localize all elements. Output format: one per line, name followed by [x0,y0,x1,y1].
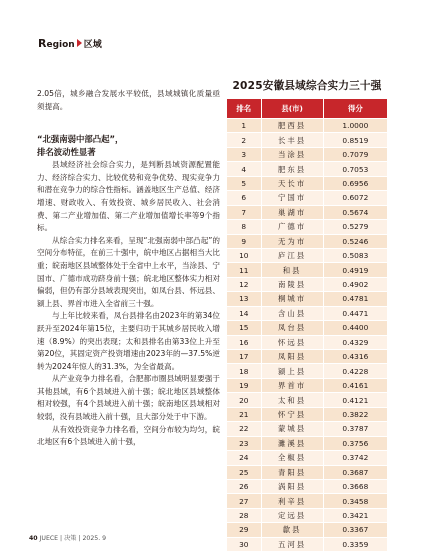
table-row [227,508,388,522]
rank-cell: 30 [227,537,262,551]
county-cell: 青阳县 [261,465,323,479]
score-cell: 0.3668 [323,479,387,493]
rank-cell: 12 [227,277,262,291]
score-cell: 1.0000 [323,119,387,133]
county-cell: 蒙城县 [261,422,323,436]
score-cell: 0.3421 [323,508,387,522]
table-row [227,133,388,147]
score-cell: 0.5674 [323,205,387,219]
county-cell: 凤台县 [261,321,323,335]
rank-cell: 17 [227,350,262,364]
score-cell: 0.4400 [323,321,387,335]
county-cell: 广德市 [261,220,323,234]
score-cell: 0.3756 [323,436,387,450]
article-body [37,88,220,449]
score-cell: 0.4919 [323,263,387,277]
ranking-panel [226,78,388,552]
table-row [227,422,388,436]
rank-cell: 26 [227,479,262,493]
score-cell: 0.5083 [323,248,387,262]
rank-cell: 18 [227,364,262,378]
subhead-line-2: 排名波动性显著 [37,147,96,158]
triangle-icon [77,39,82,47]
table-row [227,119,388,133]
score-cell: 0.3458 [323,494,387,508]
table-row [227,378,388,392]
county-cell: 怀宁县 [261,407,323,421]
rank-cell: 7 [227,205,262,219]
county-cell: 凤阳县 [261,350,323,364]
header-county: 县(市) [261,99,323,119]
table-row [227,335,388,349]
table-row [227,248,388,262]
score-cell: 0.6072 [323,191,387,205]
score-cell: 0.8519 [323,133,387,147]
county-cell: 涡阳县 [261,479,323,493]
rank-cell: 27 [227,494,262,508]
rank-cell: 24 [227,451,262,465]
rank-cell: 20 [227,393,262,407]
score-cell: 0.5246 [323,234,387,248]
county-cell: 怀远县 [261,335,323,349]
table-row [227,220,388,234]
score-cell: 0.5279 [323,220,387,234]
header-score: 得分 [323,99,387,119]
table-row [227,205,388,219]
rank-cell: 10 [227,248,262,262]
article-paragraph: 从产业竞争力排名看，合肥都市圈县域明显要强于其他县域，有6个县域进入前十强；皖北地区县域整体相对较强，有4个县域进入前十强；皖南地区县域相对较弱，没有县域进入前十强，且大部分处于中下游。 [37,374,220,422]
table-row [227,176,388,190]
score-cell: 0.3822 [323,407,387,421]
county-cell: 宁国市 [261,191,323,205]
county-cell: 颍上县 [261,364,323,378]
page-number: 40 [29,535,38,542]
score-cell: 0.4781 [323,292,387,306]
table-row [227,263,388,277]
county-cell: 定远县 [261,508,323,522]
county-cell: 南陵县 [261,277,323,291]
rank-cell: 11 [227,263,262,277]
table-row [227,277,388,291]
rank-cell: 13 [227,292,262,306]
county-cell: 庐江县 [261,248,323,262]
rank-cell: 22 [227,422,262,436]
rank-cell: 6 [227,191,262,205]
section-header [38,36,102,50]
county-cell: 全椒县 [261,451,323,465]
county-cell: 长丰县 [261,133,323,147]
rank-cell: 16 [227,335,262,349]
rank-cell: 3 [227,147,262,161]
article-paragraph: 县域经济社会综合实力，是判断县域资源配置能力、经济综合实力、比较优势和竞争优势、现实竞争力和潜在竞争力的综合性指标。涵盖地区生产总值、经济增速、财政收入、有效投资、城乡居民收入、社会消费、第二产业增加值、第二产业增加值增长率等9个指标。 [37,160,220,233]
score-cell: 0.4471 [323,306,387,320]
score-cell: 0.4228 [323,364,387,378]
page-footer [29,533,106,542]
table-row [227,407,388,421]
rank-cell: 14 [227,306,262,320]
county-cell: 桐城市 [261,292,323,306]
table-row [227,451,388,465]
magazine-name: JUECE | 决策 | 2025. 9 [39,535,107,542]
score-cell: 0.7079 [323,147,387,161]
table-row [227,147,388,161]
rank-cell: 4 [227,162,262,176]
table-row [227,292,388,306]
county-cell: 五河县 [261,537,323,551]
rank-cell: 29 [227,523,262,537]
score-cell: 0.3359 [323,537,387,551]
score-cell: 0.3742 [323,451,387,465]
table-row [227,321,388,335]
county-cell: 含山县 [261,306,323,320]
ranking-title: 2025安徽县域综合实力三十强 [232,80,382,92]
article-paragraph: 从有效投资竞争力排名看，空间分布较为均匀，皖北地区有6个县域进入前十强， [37,424,220,447]
score-cell: 0.7053 [323,162,387,176]
score-cell: 0.4902 [323,277,387,291]
score-cell: 0.6956 [323,176,387,190]
table-row [227,494,388,508]
intro-paragraph: 2.05倍，城乡融合发展水平较低，县域城镇化质量亟须提高。 [37,89,220,111]
score-cell: 0.4121 [323,393,387,407]
rank-cell: 5 [227,176,262,190]
table-row [227,465,388,479]
rank-cell: 19 [227,378,262,392]
table-row [227,393,388,407]
county-cell: 太和县 [261,393,323,407]
rank-cell: 2 [227,133,262,147]
county-cell: 巢湖市 [261,205,323,219]
county-cell: 歙县 [261,523,323,537]
header-rank: 排名 [227,99,262,119]
table-row [227,350,388,364]
rank-cell: 1 [227,119,262,133]
score-cell: 0.4316 [323,350,387,364]
table-row [227,364,388,378]
rank-cell: 21 [227,407,262,421]
rank-cell: 15 [227,321,262,335]
table-row [227,306,388,320]
score-cell: 0.3367 [323,523,387,537]
article-paragraph: 从综合实力排名来看，呈现“北强南弱中部凸起”的空间分布特征，在前三十强中，皖中地区占据相当大比重；皖南地区县域整体处于全省中上水平，当涂县、宁国市、广德市成功跻身前十强；皖北地区整体实力相对偏弱，但仍有部分县域表现突出，如凤台县、怀远县、颍上县、界首市进入全省前三十强。 [37,235,220,308]
county-cell: 肥东县 [261,162,323,176]
rank-cell: 23 [227,436,262,450]
table-row [227,479,388,493]
table-row [227,537,388,551]
county-cell: 天长市 [261,176,323,190]
brand-logo: Region [38,36,75,50]
score-cell: 0.3787 [323,422,387,436]
ranking-table [226,98,388,552]
rank-cell: 8 [227,220,262,234]
county-cell: 肥西县 [261,119,323,133]
table-row [227,162,388,176]
county-cell: 当涂县 [261,147,323,161]
rank-cell: 9 [227,234,262,248]
county-cell: 无为市 [261,234,323,248]
article-paragraph: 与上年比较来看，凤台县排名由2023年的第34位跃升至2024年第15位，主要归功于其城乡居民收入增速（8.9%）的突出表现；太和县排名由第33位上升至第20位，其固定资产投资增速由2023年的—37.5%逆转为2024年惊人的31.3%，为全省最高。 [37,311,220,371]
score-cell: 0.4161 [323,378,387,392]
table-row [227,191,388,205]
rank-cell: 28 [227,508,262,522]
subhead-line-1: “北强南弱中部凸起”， [37,134,124,145]
rank-cell: 25 [227,465,262,479]
county-cell: 界首市 [261,378,323,392]
ranking-rows [227,119,388,552]
table-row [227,436,388,450]
county-cell: 濉溪县 [261,436,323,450]
section-label: 区域 [83,39,102,50]
score-cell: 0.4329 [323,335,387,349]
score-cell: 0.3687 [323,465,387,479]
county-cell: 和县 [261,263,323,277]
table-row [227,234,388,248]
table-row [227,523,388,537]
county-cell: 利辛县 [261,494,323,508]
